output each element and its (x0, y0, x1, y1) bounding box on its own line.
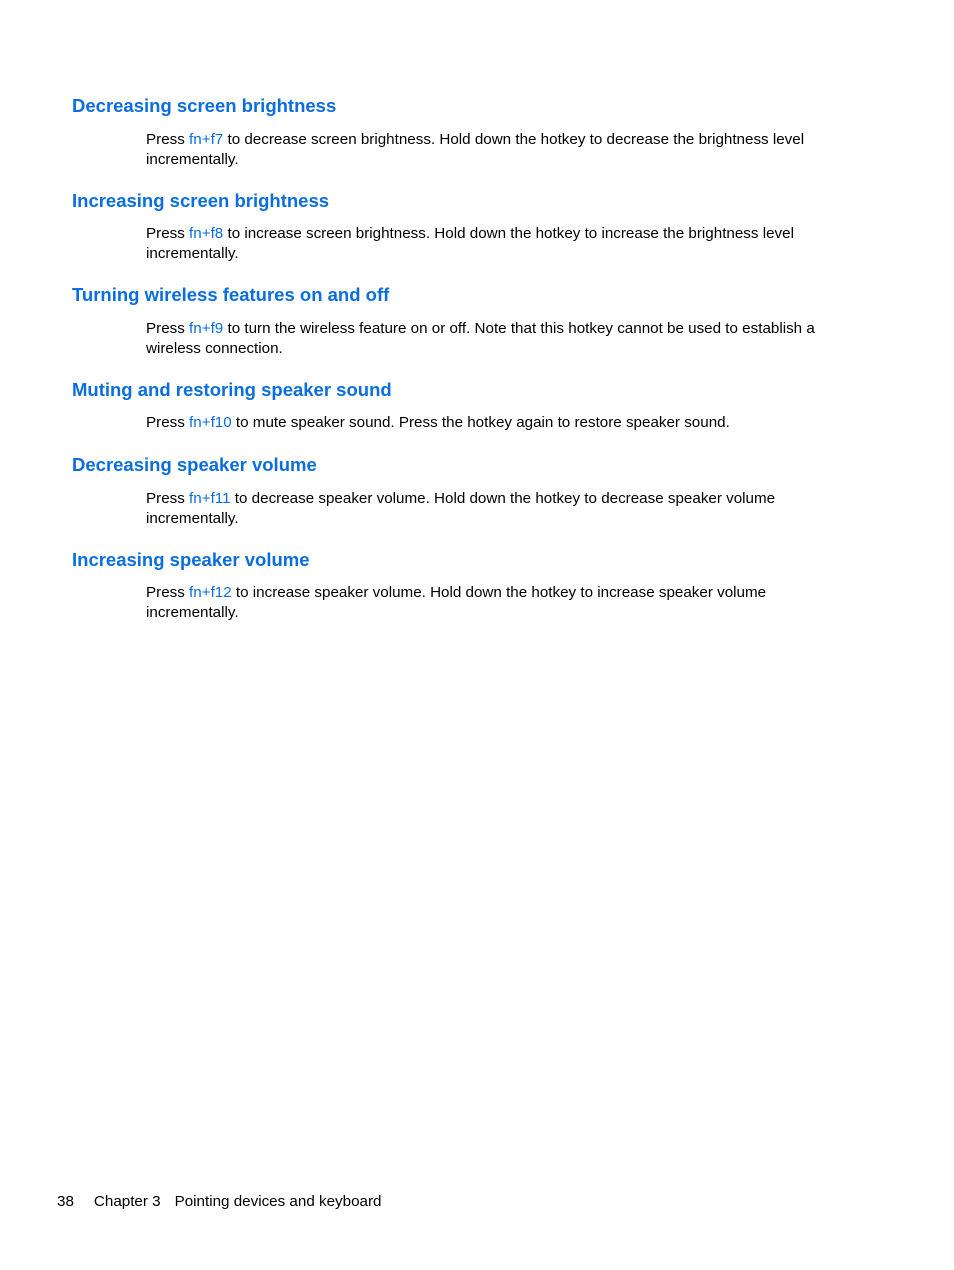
page-number: 38 (57, 1193, 74, 1210)
body-prefix: Press (146, 414, 190, 431)
body-text: to decrease speaker volume. Hold down the hotkey to decrease speaker volume incrementally. (146, 490, 776, 527)
section-body (146, 130, 858, 169)
section-heading: Decreasing speaker volume (72, 454, 317, 475)
section-body (146, 489, 858, 528)
hotkey-text: fn+f12 (189, 584, 232, 601)
chapter-title: Pointing devices and keyboard (174, 1193, 382, 1210)
section-body (146, 583, 858, 622)
section-heading: Increasing screen brightness (72, 190, 330, 211)
body-text: to mute speaker sound. Press the hotkey again to restore speaker sound. (231, 414, 730, 431)
body-prefix: Press (146, 584, 190, 601)
hotkey-text: fn+f8 (189, 225, 224, 242)
body-text: to increase speaker volume. Hold down the hotkey to increase speaker volume incrementally. (146, 584, 767, 621)
body-prefix: Press (146, 225, 190, 242)
section-heading: Turning wireless features on and off (72, 284, 390, 305)
body-prefix: Press (146, 490, 190, 507)
hotkey-text: fn+f11 (189, 490, 231, 507)
body-text: to increase screen brightness. Hold down the hotkey to increase the brightness level incrementally. (146, 225, 794, 262)
body-text: to turn the wireless feature on or off. Note that this hotkey cannot be used to establish a wireless connection. (146, 320, 815, 357)
body-text: to decrease screen brightness. Hold down the hotkey to decrease the brightness level incrementally. (146, 131, 805, 168)
hotkey-text: fn+f9 (189, 320, 224, 337)
section-heading: Decreasing screen brightness (72, 95, 337, 116)
section-heading: Increasing speaker volume (72, 549, 310, 570)
section-heading: Muting and restoring speaker sound (72, 379, 392, 400)
page-footer (57, 1192, 381, 1212)
section-body (146, 224, 858, 263)
section-body (146, 413, 858, 433)
body-prefix: Press (146, 320, 190, 337)
chapter-label: Chapter 3 (93, 1193, 161, 1210)
section-body (146, 319, 858, 358)
body-prefix: Press (146, 131, 190, 148)
hotkey-text: fn+f7 (189, 131, 224, 148)
hotkey-text: fn+f10 (189, 414, 232, 431)
